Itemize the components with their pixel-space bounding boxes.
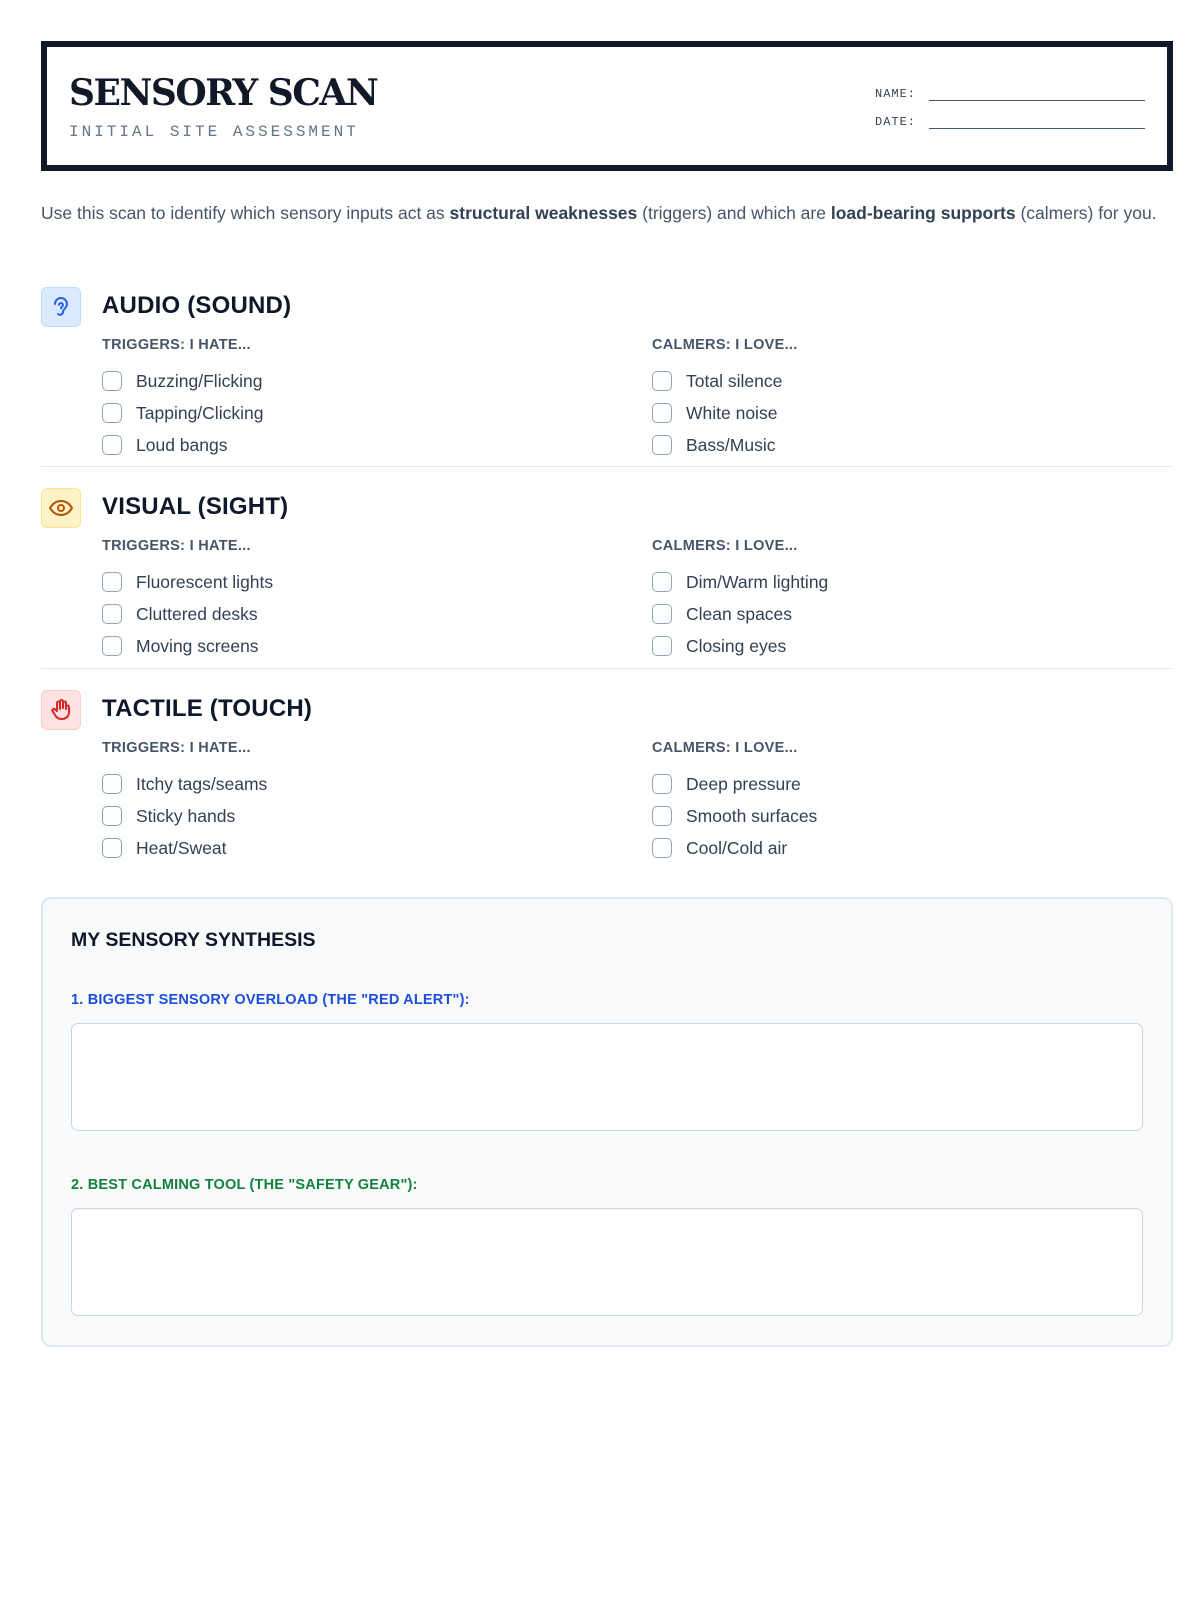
date-label: DATE: xyxy=(875,115,917,129)
section-title-audio: AUDIO (SOUND) xyxy=(102,292,292,319)
calmers-column-tactile xyxy=(652,740,817,864)
option-label: Itchy tags/seams xyxy=(136,773,268,794)
checkbox[interactable] xyxy=(652,604,672,624)
checkbox-option[interactable] xyxy=(102,397,263,429)
checkbox[interactable] xyxy=(102,806,122,826)
option-label: Deep pressure xyxy=(686,773,801,794)
checkbox-option[interactable] xyxy=(652,832,817,864)
option-label: Tapping/Clicking xyxy=(136,402,264,423)
option-label: Closing eyes xyxy=(686,635,787,656)
name-label: NAME: xyxy=(875,87,917,101)
option-label: Moving screens xyxy=(136,635,259,656)
section-tactile xyxy=(41,690,1173,870)
option-label: Cluttered desks xyxy=(136,603,258,624)
calmers-column-visual xyxy=(652,538,828,662)
option-label: Clean spaces xyxy=(686,603,793,624)
option-label: Sticky hands xyxy=(136,805,236,826)
checkbox[interactable] xyxy=(652,806,672,826)
intro-bold-2: load-bearing supports xyxy=(830,203,1016,223)
checkbox[interactable] xyxy=(652,572,672,592)
triggers-heading: TRIGGERS: I HATE... xyxy=(102,740,251,756)
section-title-visual: VISUAL (SIGHT) xyxy=(102,493,289,520)
checkbox-option[interactable] xyxy=(652,397,798,429)
checkbox[interactable] xyxy=(102,371,122,391)
triggers-column-audio xyxy=(102,337,263,461)
triggers-column-visual xyxy=(102,538,273,662)
checkbox-option[interactable] xyxy=(652,566,828,598)
page-subtitle: INITIAL SITE ASSESSMENT xyxy=(69,123,359,141)
option-label: Bass/Music xyxy=(686,434,776,455)
checkbox-option[interactable] xyxy=(652,800,817,832)
synthesis-title: MY SENSORY SYNTHESIS xyxy=(71,929,316,951)
checkbox-option[interactable] xyxy=(652,429,798,461)
title-block xyxy=(69,71,377,141)
section-title-tactile: TACTILE (TOUCH) xyxy=(102,695,313,722)
checkbox[interactable] xyxy=(102,636,122,656)
option-label: White noise xyxy=(686,402,778,423)
worksheet-header xyxy=(41,41,1173,171)
checkbox-option[interactable] xyxy=(102,832,267,864)
checkbox-option[interactable] xyxy=(652,598,828,630)
calmers-heading: CALMERS: I LOVE... xyxy=(652,538,798,554)
page-title: SENSORY SCAN xyxy=(69,72,378,114)
name-row xyxy=(875,85,1145,101)
checkbox-option[interactable] xyxy=(102,800,267,832)
meta-fields xyxy=(875,85,1145,129)
checkbox-option[interactable] xyxy=(102,365,263,397)
checkbox[interactable] xyxy=(652,636,672,656)
checkbox[interactable] xyxy=(102,604,122,624)
checkbox-option[interactable] xyxy=(102,598,273,630)
checkbox-option[interactable] xyxy=(102,429,263,461)
calmers-heading: CALMERS: I LOVE... xyxy=(652,740,798,756)
option-label: Fluorescent lights xyxy=(136,571,274,592)
checkbox[interactable] xyxy=(652,774,672,794)
checkbox-option[interactable] xyxy=(652,365,798,397)
intro-part-3: (calmers) for you. xyxy=(1015,203,1157,223)
intro-text xyxy=(41,198,1173,228)
checkbox-option[interactable] xyxy=(102,630,273,662)
section-visual xyxy=(41,488,1173,669)
hand-icon xyxy=(41,690,81,730)
intro-part-1: Use this scan to identify which sensory inputs act as xyxy=(41,203,450,223)
option-label: Smooth surfaces xyxy=(686,805,818,826)
eye-icon xyxy=(41,488,81,528)
intro-part-2: (triggers) and which are xyxy=(637,203,831,223)
checkbox[interactable] xyxy=(652,403,672,423)
question-1-label: 1. BIGGEST SENSORY OVERLOAD (THE "RED ALERT"): xyxy=(71,992,470,1008)
checkbox-option[interactable] xyxy=(652,768,817,800)
synthesis-panel xyxy=(41,897,1173,1347)
checkbox-option[interactable] xyxy=(652,630,828,662)
name-field[interactable] xyxy=(929,85,1145,101)
section-audio xyxy=(41,287,1173,467)
checkbox[interactable] xyxy=(652,838,672,858)
checkbox[interactable] xyxy=(102,435,122,455)
calmers-heading: CALMERS: I LOVE... xyxy=(652,337,798,353)
checkbox[interactable] xyxy=(102,572,122,592)
option-label: Total silence xyxy=(686,370,783,391)
ear-icon xyxy=(41,287,81,327)
triggers-heading: TRIGGERS: I HATE... xyxy=(102,337,251,353)
triggers-heading: TRIGGERS: I HATE... xyxy=(102,538,251,554)
checkbox[interactable] xyxy=(652,435,672,455)
option-label: Cool/Cold air xyxy=(686,837,788,858)
option-label: Heat/Sweat xyxy=(136,837,227,858)
answer-2-field[interactable] xyxy=(71,1208,1143,1316)
calmers-column-audio xyxy=(652,337,798,461)
checkbox[interactable] xyxy=(102,774,122,794)
question-2-label: 2. BEST CALMING TOOL (THE "SAFETY GEAR"): xyxy=(71,1177,418,1193)
checkbox-option[interactable] xyxy=(102,566,273,598)
answer-1-field[interactable] xyxy=(71,1023,1143,1131)
checkbox[interactable] xyxy=(102,403,122,423)
date-row xyxy=(875,113,1145,129)
option-label: Dim/Warm lighting xyxy=(686,571,829,592)
checkbox[interactable] xyxy=(652,371,672,391)
option-label: Loud bangs xyxy=(136,434,228,455)
option-label: Buzzing/Flicking xyxy=(136,370,263,391)
triggers-column-tactile xyxy=(102,740,267,864)
checkbox[interactable] xyxy=(102,838,122,858)
date-field[interactable] xyxy=(929,113,1145,129)
intro-bold-1: structural weaknesses xyxy=(449,203,638,223)
checkbox-option[interactable] xyxy=(102,768,267,800)
